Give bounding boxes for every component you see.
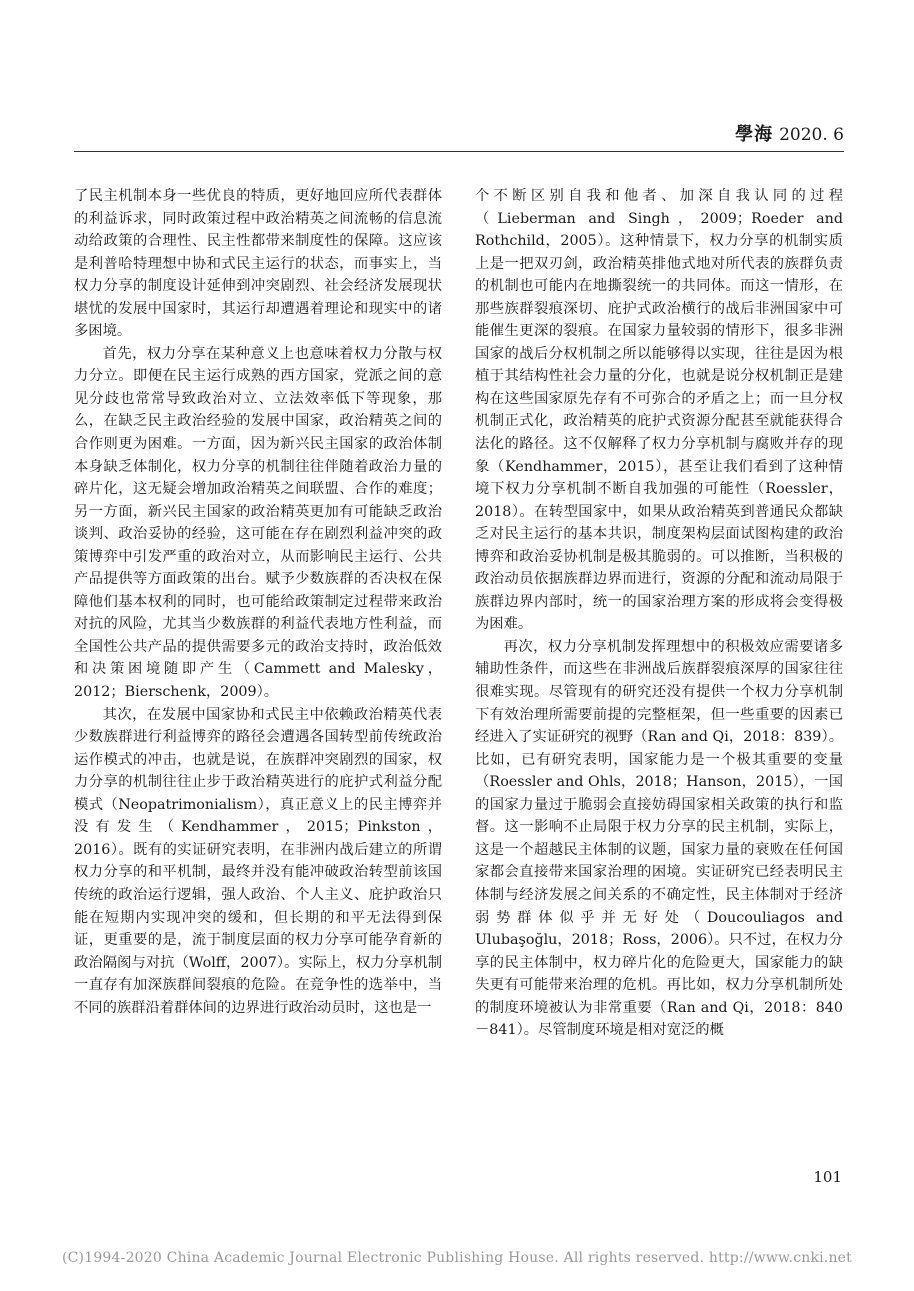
paragraph: 其次，在发展中国家协和式民主中依赖政治精英代表少数族群进行利益博弈的路径会遭遇各国转型前传统政治运作模式的冲击，也就是说，在族群冲突剧烈的国家，权力分享的机制往往止步于政治精英进行的庇护式利益分配模式（Neopatrimonialism），真正意义上的民主博弈并没有发生（Kendhammer，2015；Pinkston，2016）。既有的实证研究表明，在非洲内战后建立的所谓权力分享的和平机制，最终并没有能冲破政治转型前该国传统的政治运行逻辑，强人政治、个人主义、庇护政治只能在短期内实现冲突的缓和，但长期的和平无法得到保证，更重要的是，流于制度层面的权力分享可能孕育新的政治隔阂与对抗（Wolff，2007）。实际上，权力分享机制一直存有加深族群间裂痕的危险。在竞争性的选举中，当不同的族群沿着群体间的边界进行政治动员时，这也是一	[74, 706, 442, 1016]
paragraph: 个不断区别自我和他者、加深自我认同的过程（Lieberman and Singh，2009；Roeder and Rothchild，2005）。这种情景下，权力分享的机制实质上是一把双刃剑，政治精英排他式地对所代表的族群负责的机制也可能内在地撕裂统一的共同体。而这一情形，在那些族群裂痕深切、庇护式政治横行的战后非洲国家中可能催生更深的裂痕。在国家力量较弱的情形下，很多非洲国家的战后分权机制之所以能够得以实现，往往是因为根植于其结构性社会力量的分化，也就是说分权机制正是建构在这些国家原先存有不可弥合的矛盾之上；而一旦分权机制正式化，政治精英的庇护式资源分配甚至就能获得合法化的路径。这不仅解释了权力分享机制与腐败并存的现象（Kendhammer，2015），甚至让我们看到了这种情境下权力分享机制不断自我加强的可能性（Roessler，2018）。在转型国家中，如果从政治精英到普通民众都缺乏对民主运行的基本共识，制度架构层面试图构建的政治博弈和政治妥协机制是极其脆弱的。可以推断，当积极的政治动员依据族群边界而进行，资源的分配和流动局限于族群边界内部时，统一的国家治理方案的形成将会变得极为困难。	[475, 188, 843, 633]
header-rule	[74, 151, 844, 152]
copyright-footer: (C)1994-2020 China Academic Journal Electronic Publishing House. All rights reserved. http://www.cnki.net	[61, 1250, 852, 1266]
paragraph: 首先，权力分享在某种意义上也意味着权力分散与权力分立。即便在民主运行成熟的西方国家，党派之间的意见分歧也常常导致政治对立、立法效率低下等现象，那么，在缺乏民主政治经验的发展中国家，政治精英之间的合作则更为困难。一方面，因为新兴民主国家的政治体制本身缺乏体制化，权力分享的机制往往伴随着政治力量的碎片化，这无疑会增加政治精英之间联盟、合作的难度；另一方面，新兴民主国家的政治精英更加有可能缺乏政治谈判、政治妥协的经验，这可能在存在剧烈利益冲突的政策博弈中引发严重的政治对立，从而影响民主运行、公共产品提供等方面政策的出台。赋予少数族群的否决权在保障他们基本权利的同时，也可能给政策制定过程带来政治对抗的风险，尤其当少数族群的利益代表地方性利益，而全国性公共产品的提供需要多元的政治支持时，政治低效和决策困境随即产生（Cammett and Malesky，2012；Bierschenk，2009）。	[74, 345, 442, 701]
paragraph: 了民主机制本身一些优良的特质，更好地回应所代表群体的利益诉求，同时政策过程中政治精英之间流畅的信息流动给政策的合理性、民主性都带来制度性的保障。这应该是利普哈特理想中协和式民主运行的状态，而事实上，当权力分享的制度设计延伸到冲突剧烈、社会经济发展现状堪忧的发展中国家时，其运行却遭遇着理论和现实中的诸多困境。	[74, 188, 442, 340]
journal-title	[735, 120, 844, 146]
left-column	[74, 185, 442, 1019]
paragraph: 再次，权力分享机制发挥理想中的积极效应需要诸多辅助性条件，而这些在非洲战后族群裂痕深厚的国家往往很难实现。尽管现有的研究还没有提供一个权力分享机制下有效治理所需要前提的完整框架，但一些重要的因素已经进入了实证研究的视野（Ran and Qi，2018：839）。比如，已有研究表明，国家能力是一个极其重要的变量（Roessler and Ohls，2018；Hanson，2015），一国的国家力量过于脆弱会直接妨碍国家相关政策的执行和监督。这一影响不止局限于权力分享的民主机制，实际上，这是一个超越民主体制的议题，国家力量的衰败在任何国家都会直接带来国家治理的困境。实证研究已经表明民主体制与经济发展之间关系的不确定性，民主体制对于经济弱势群体似乎并无好处（Doucouliagos and Ulubaşoğlu，2018；Ross，2006）。只不过，在权力分享的民主体制中，权力碎片化的危险更大，国家能力的缺失更有可能带来治理的危机。再比如，权力分享机制所处的制度环境被认为非常重要（Ran and Qi，2018：840－841）。尽管制度环境是相对宽泛的概	[475, 638, 843, 1039]
page-number: 101	[813, 1168, 842, 1186]
right-column	[475, 185, 843, 1042]
issue-number: 2020. 6	[779, 125, 844, 145]
journal-name: 學海	[735, 124, 774, 145]
running-header	[0, 120, 914, 152]
